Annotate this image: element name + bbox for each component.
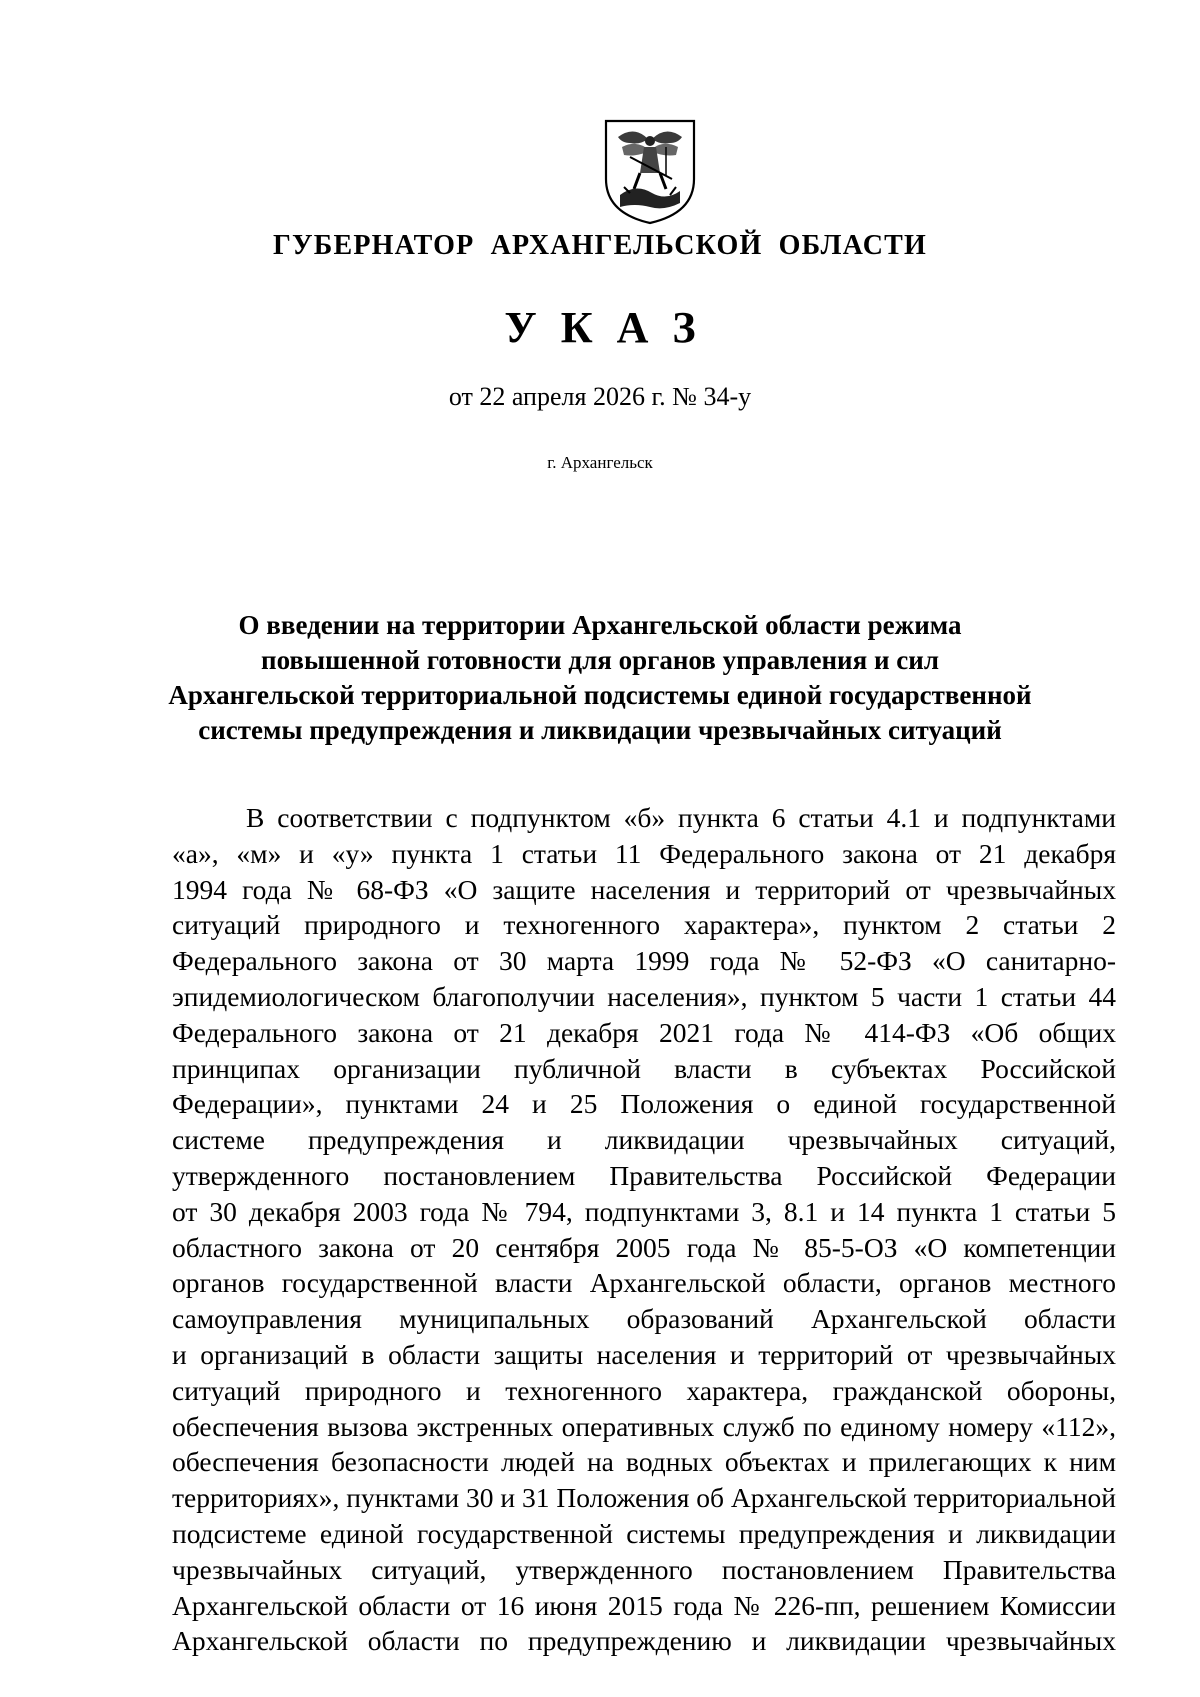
body-line: Федерального закона от 30 марта 1999 года № 52-ФЗ «О санитарно- [172,945,1116,977]
body-line: областного закона от 20 сентября 2005 года № 85-5-ОЗ «О компетенции [172,1231,1116,1263]
body-line: принципах организации публичной власти в субъектах Российской [172,1052,1116,1084]
body-line: утвержденного постановлением Правительства Российской Федерации [172,1159,1116,1191]
body-line: подсистеме единой государственной системы предупреждения и ликвидации [172,1517,1116,1549]
arkhangelsk-coat-of-arms-icon [600,117,700,227]
doc-type-letter: К [560,303,593,352]
doc-type-letter: З [672,303,696,352]
title-line: О введении на территории Архангельской области режима [238,610,962,640]
body-line: ситуаций природного и техногенного характера, гражданской обороны, [172,1374,1116,1406]
body-line: Архангельской области по предупреждению и ликвидации чрезвычайных [172,1625,1116,1657]
doc-type-letter: У [504,303,537,352]
body-line: «а», «м» и «у» пункта 1 статьи 11 Федерального закона от 21 декабря [172,837,1116,869]
body-line: и организаций в области защиты населения и территорий от чрезвычайных [172,1338,1116,1370]
document-body [172,800,1116,1659]
title-line: Архангельской территориальной подсистемы единой государственной [168,680,1032,710]
body-line: В соответствии с подпунктом «б» пункта 6 статьи 4.1 и подпунктами [246,802,1116,833]
title-line: повышенной готовности для органов управления и сил [261,645,939,675]
body-line: Архангельской области от 16 июня 2015 года № 226-пп, решением Комиссии [172,1589,1116,1621]
body-line: Федерации», пунктами 24 и 25 Положения о единой государственной [172,1088,1116,1120]
body-line: от 30 декабря 2003 года № 794, подпунктами 3, 8.1 и 14 пункта 1 статьи 5 [172,1195,1116,1227]
document-city: г. Архангельск [547,453,653,472]
body-line: территориях», пунктами 30 и 31 Положения об Архангельской территориальной [172,1482,1116,1514]
body-line: ситуаций природного и техногенного характера», пунктом 2 статьи 2 [172,909,1116,941]
document-date-number: от 22 апреля 2026 г. № 34-у [448,382,752,411]
body-line: Федерального закона от 21 декабря 2021 года № 414-ФЗ «Об общих [172,1016,1116,1048]
document-type-heading [0,302,1200,353]
doc-type-letter: А [616,303,649,352]
issuing-authority: ГУБЕРНАТОР АРХАНГЕЛЬСКОЙ ОБЛАСТИ [273,230,927,261]
body-line: 1994 года № 68-ФЗ «О защите населения и территорий от чрезвычайных [172,873,1116,905]
body-line: эпидемиологическом благополучии населения», пунктом 5 части 1 статьи 44 [172,980,1116,1012]
body-line: системе предупреждения и ликвидации чрезвычайных ситуаций, [172,1124,1116,1156]
body-line: органов государственной власти Архангельской области, органов местного [172,1267,1116,1299]
body-line: чрезвычайных ситуаций, утвержденного постановлением Правительства [172,1553,1116,1585]
body-line: самоуправления муниципальных образований Архангельской области [172,1303,1116,1335]
document-title [150,608,1050,748]
body-line: обеспечения безопасности людей на водных объектах и прилегающих к ним [172,1446,1116,1478]
body-line: обеспечения вызова экстренных оперативных служб по единому номеру «112», [172,1410,1116,1442]
title-line: системы предупреждения и ликвидации чрезвычайных ситуаций [198,715,1002,745]
